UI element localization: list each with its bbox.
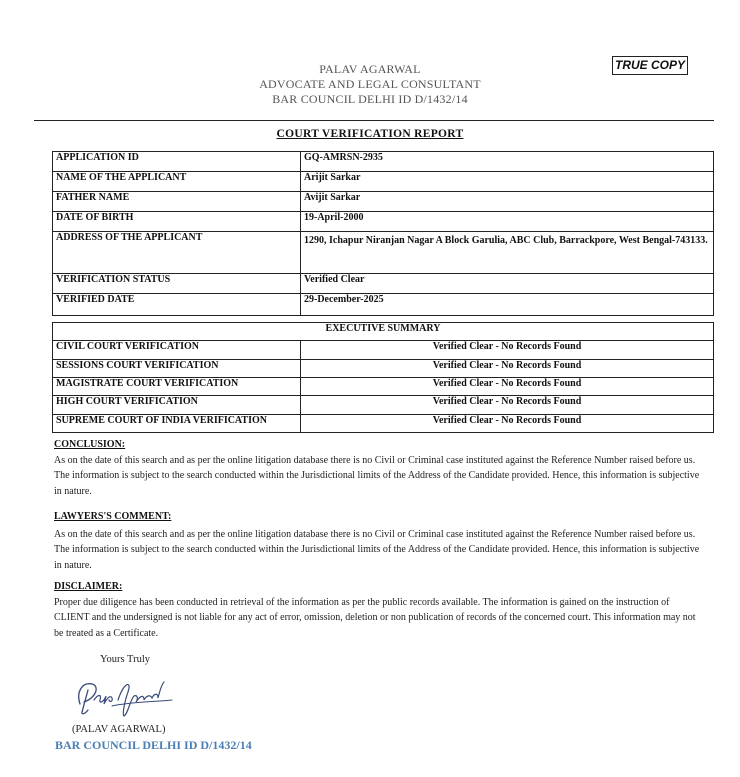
table-row [53,415,714,433]
signature-image [72,670,176,718]
row-label: VERIFIED DATE [53,294,301,316]
row-value: Verified Clear - No Records Found [301,378,714,396]
disclaimer-heading: DISCLAIMER: [54,581,123,592]
disclaimer-text: Proper due diligence has been conducted in retrieval of the information as per the public records available. The information is gained on the instruction of CLIENT and the undersigned is not liable for any act of error, omission, deletion or non publication of records of the concerned court. This information may not be treated as a Certificate. [54,597,696,639]
row-value: Verified Clear - No Records Found [301,415,714,433]
table-row [53,192,714,212]
row-label: CIVIL COURT VERIFICATION [53,341,301,360]
row-label: NAME OF THE APPLICANT [53,172,301,192]
row-value: Verified Clear - No Records Found [301,360,714,378]
row-value: 19-April-2000 [301,212,714,232]
row-value: Verified Clear - No Records Found [301,341,714,360]
row-label: APPLICATION ID [53,152,301,172]
applicant-details-table [52,151,714,316]
true-copy-stamp: TRUE COPY [612,56,688,75]
advocate-bar-id: BAR COUNCIL DELHI ID D/1432/14 [272,92,468,106]
row-value: Avijit Sarkar [301,192,714,212]
row-label: SUPREME COURT OF INDIA VERIFICATION [53,415,301,433]
table-row [53,341,714,360]
table-row [53,294,714,316]
row-label: HIGH COURT VERIFICATION [53,396,301,415]
row-value: Verified Clear - No Records Found [301,396,714,415]
row-label: DATE OF BIRTH [53,212,301,232]
row-label: VERIFICATION STATUS [53,274,301,294]
signatory-bar-id: BAR COUNCIL DELHI ID D/1432/14 [55,738,252,752]
executive-summary-heading: EXECUTIVE SUMMARY [53,323,714,341]
advocate-name: PALAV AGARWAL [319,62,421,76]
row-label: FATHER NAME [53,192,301,212]
table-row [53,232,714,274]
table-header-row [53,323,714,341]
conclusion-text: As on the date of this search and as per the online litigation database there is no Civil or Criminal case instituted against the Reference Number raised before us. The information is subject to the search conducted within the Jurisdictional limits of the Address of the Candidate provided. Hence, this information is subjective in nature. [54,455,700,497]
table-row [53,378,714,396]
advocate-title: ADVOCATE AND LEGAL CONSULTANT [259,77,481,91]
lawyers-comment-heading: LAWYERS'S COMMENT: [54,511,172,522]
closing-text: Yours Truly [100,654,151,665]
row-value: 1290, Ichapur Niranjan Nagar A Block Garulia, ABC Club, Barrackpore, West Bengal-743133. [301,232,714,274]
row-label: SESSIONS COURT VERIFICATION [53,360,301,378]
row-label: ADDRESS OF THE APPLICANT [53,232,301,274]
lawyers-comment-text: As on the date of this search and as per the online litigation database there is no Civil or Criminal case instituted against the Reference Number raised before us. The information is subject to the search conducted within the Jurisdictional limits of the Address of the Candidate provided. Hence, this information is subjective in nature. [54,529,700,571]
header-divider [34,120,714,121]
conclusion-heading: CONCLUSION: [54,439,126,450]
table-row [53,172,714,192]
table-row [53,212,714,232]
executive-summary-table [52,322,714,433]
row-value: GQ-AMRSN-2935 [301,152,714,172]
row-label: MAGISTRATE COURT VERIFICATION [53,378,301,396]
table-row [53,274,714,294]
table-row [53,360,714,378]
signatory-name: (PALAV AGARWAL) [72,724,166,735]
table-row [53,396,714,415]
row-value: Arijit Sarkar [301,172,714,192]
row-value: 29-December-2025 [301,294,714,316]
row-value: Verified Clear [301,274,714,294]
report-title: COURT VERIFICATION REPORT [276,128,464,140]
table-row [53,152,714,172]
